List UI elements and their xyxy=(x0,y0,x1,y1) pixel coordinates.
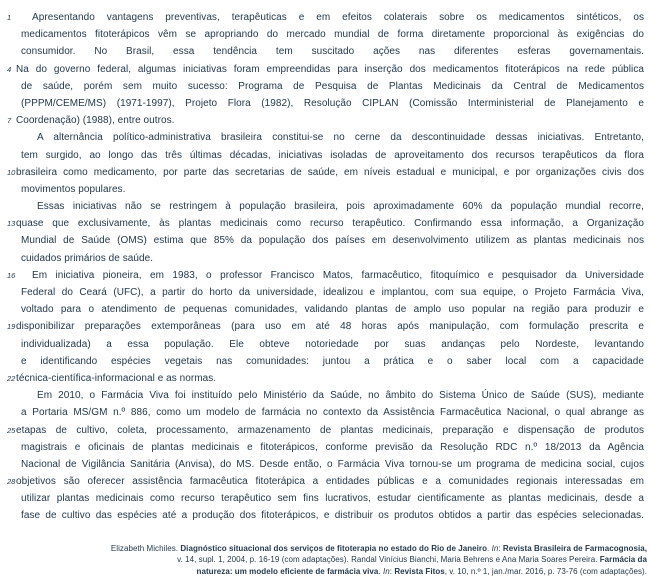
text-line-content: A alternância político-administrativa brasileira constitui-se no cerne da descontinuidade dessas iniciativas. Entretanto, xyxy=(37,132,644,144)
citation-run: Revista Brasileira de Farmacognosia, xyxy=(502,543,647,553)
text-line xyxy=(0,232,652,249)
text-line-content: disponibilizar preparações extemporâneas (para uso em até 48 horas após manipulação, com formulação prescrita e xyxy=(16,321,644,333)
text-line-content: objetivos são oferecer assistência farmacêutica fitoterápica a entidades públicas e a comunidades regionais interessadas em xyxy=(16,476,644,488)
line-number: 22 xyxy=(7,373,16,383)
text-line xyxy=(0,9,652,26)
citation-line xyxy=(78,554,647,566)
citation-run: , v. 10, n.º 1, jan./mar. 2016, p. 73-76 (com adaptações). xyxy=(444,566,647,576)
text-line xyxy=(0,404,652,421)
text-line xyxy=(0,26,652,43)
line-number: 7 xyxy=(7,116,12,126)
text-line xyxy=(0,112,652,129)
text-line xyxy=(0,439,652,456)
text-line-content: quase que exclusivamente, às plantas medicinais como recurso terapêutico. Confirmando essa informação, a Organização xyxy=(16,218,644,230)
text-line xyxy=(0,473,652,490)
text-line xyxy=(0,198,652,215)
text-line-content: Mundial de Saúde (OMS) estima que 85% da população dos países em desenvolvimento utilizem as plantas medicinais nos xyxy=(21,235,644,247)
line-number: 25 xyxy=(7,425,16,435)
text-line xyxy=(0,318,652,335)
text-line-content: Nacional de Vigilância Sanitária (Anvisa), do MS. Desde então, o Farmácia Viva tornou-se um programa de medicina social, cujos xyxy=(21,458,644,470)
text-line-content: fase de cultivo das espécies até a produção dos fitoterápicos, e distribuir os produtos obtidos a partir das espécies selecionadas. xyxy=(21,510,644,522)
citation-run: . xyxy=(378,566,383,576)
body-text xyxy=(0,9,652,525)
text-line xyxy=(0,95,652,112)
citation-run: In xyxy=(382,566,390,576)
text-line-content: e identificando espécies vegetais nas comunidades: juntou a prática e o saber local com a capacidade xyxy=(21,355,644,367)
line-number: 1 xyxy=(7,13,12,22)
text-line xyxy=(0,164,652,181)
text-line-content: Federal do Ceará (UFC), a partir do horto da universidade, idealizou e implantou, com sua equipe, o Projeto Farmácia Viva, xyxy=(21,287,644,298)
text-line-content: voltado para o atendimento de pequenas comunidades, validando plantas de amplo uso popular na região para produzir e xyxy=(21,304,644,316)
text-line-content: Essas iniciativas não se restringem à população brasileira, pois aproximadamente 60% da população mundial recorre, xyxy=(37,201,644,213)
text-line xyxy=(0,284,652,301)
text-line-content: de saúde, porém sem muito sucesso: Programa de Pesquisa de Plantas Medicinais da Central de Medicamentos xyxy=(21,80,644,92)
text-line xyxy=(0,387,652,404)
text-line-content: etapas de cultivo, coleta, processamento, armazenamento de plantas medicinais, preparação e dispensação de produtos xyxy=(16,424,644,436)
text-line xyxy=(0,61,652,78)
text-line-content: medicamentos fitoterápicos vêm se apropriando do mercado mundial de forma diretamente proporcional às exigências do xyxy=(21,29,644,41)
text-line xyxy=(0,43,652,60)
text-line-content: Coordenação) (1988), entre outros. xyxy=(16,115,175,127)
text-line-content: consumidor. No Brasil, essa tendência tem suscitado ações nas diferentes esferas governamentais. xyxy=(21,46,644,58)
line-number: 4 xyxy=(7,64,12,74)
text-line-content: Em iniciativa pioneira, em 1983, o professor Francisco Matos, farmacêutico, fitoquímico e pesquisador da Universidade xyxy=(32,269,644,281)
citation-run: Diagnóstico situacional dos serviços de fitoterapia no estado do Rio de Janeiro xyxy=(180,543,488,553)
citation-run: v. 14, supl. 1, 2004, p. 16-19 (com adaptações). Randal Vinícius Bianchi, Maria Behrens e Ana Maria Soares Pereira. xyxy=(177,555,600,565)
text-line xyxy=(0,422,652,439)
citation-run: Elizabeth Michiles. xyxy=(110,543,181,553)
text-line-content: Apresentando vantagens preventivas, terapêuticas e em efeitos colaterais sobre os medicamentos sintéticos, os xyxy=(32,12,644,23)
text-line xyxy=(0,215,652,232)
line-number: 16 xyxy=(7,270,16,280)
text-line xyxy=(0,490,652,507)
text-line xyxy=(0,250,652,267)
text-line-content: tem surgido, ao longo das três últimas décadas, iniciativas isoladas de aproveitamento dos recursos terapêuticos da flora xyxy=(21,149,644,161)
text-line xyxy=(0,129,652,146)
text-line xyxy=(0,353,652,370)
line-number: 13 xyxy=(7,219,16,229)
citation-run: In xyxy=(491,543,499,553)
text-line xyxy=(0,147,652,164)
citation-run: natureza: um modelo eficiente de farmácia viva xyxy=(196,566,379,576)
text-line-content: magistrais e oficinais de plantas medicinais e fitoterápicos, conforme previsão da Resolução RDC n.º 18/2013 da Agência xyxy=(21,441,644,453)
text-line xyxy=(0,301,652,318)
citation-run: . xyxy=(487,543,492,553)
text-line-content: Na do governo federal, algumas iniciativas foram empreendidas para inserção dos medicamentos fitoterápicos na rede pública xyxy=(16,63,644,75)
text-line-content: movimentos populares. xyxy=(21,183,126,195)
text-line xyxy=(0,78,652,95)
citation xyxy=(78,543,647,578)
text-line-content: Em 2010, o Farmácia Viva foi instituído pelo Ministério da Saúde, no âmbito do Sistema Único de Saúde (SUS), mediante xyxy=(37,390,644,402)
citation-line xyxy=(78,566,647,578)
citation-run: Farmácia da xyxy=(599,555,647,565)
text-line-content: a Portaria MS/GM n.º 886, como um modelo de farmácia no contexto da Assistência Farmacêutica Nacional, o qual abrange as xyxy=(21,407,644,419)
text-line-content: técnica-científica-informacional e as normas. xyxy=(16,372,217,384)
citation-run: : xyxy=(389,566,395,576)
text-line-content: brasileira como medicamento, por parte das secretarias de saúde, em níveis estadual e municipal, e por organizações civis dos xyxy=(16,166,644,178)
text-line xyxy=(0,267,652,284)
text-line-content: individualizada) a essa população. Ele obteve notoriedade por suas andanças pelo Nordeste, levantando xyxy=(21,338,644,350)
text-line-content: cuidados primários de saúde. xyxy=(21,252,154,264)
citation-line xyxy=(78,543,647,555)
text-line xyxy=(0,336,652,353)
text-line xyxy=(0,456,652,473)
line-number: 10 xyxy=(7,167,16,177)
text-line-content: (PPPM/CEME/MS) (1971-1997), Projeto Flora (1982), Resolução CIPLAN (Comissão Interministerial de Planejamento e xyxy=(21,97,644,109)
citation-run: Revista Fitos xyxy=(394,566,445,576)
citation-run: : xyxy=(498,543,503,553)
line-number: 28 xyxy=(7,477,16,487)
text-line xyxy=(0,507,652,524)
text-line-content: utilizar plantas medicinais como recurso terapêutico sem fins lucrativos, estudar cientificamente as plantas medicinais, desde a xyxy=(21,493,644,505)
text-line xyxy=(0,370,652,387)
line-number: 19 xyxy=(7,322,16,332)
text-line xyxy=(0,181,652,198)
